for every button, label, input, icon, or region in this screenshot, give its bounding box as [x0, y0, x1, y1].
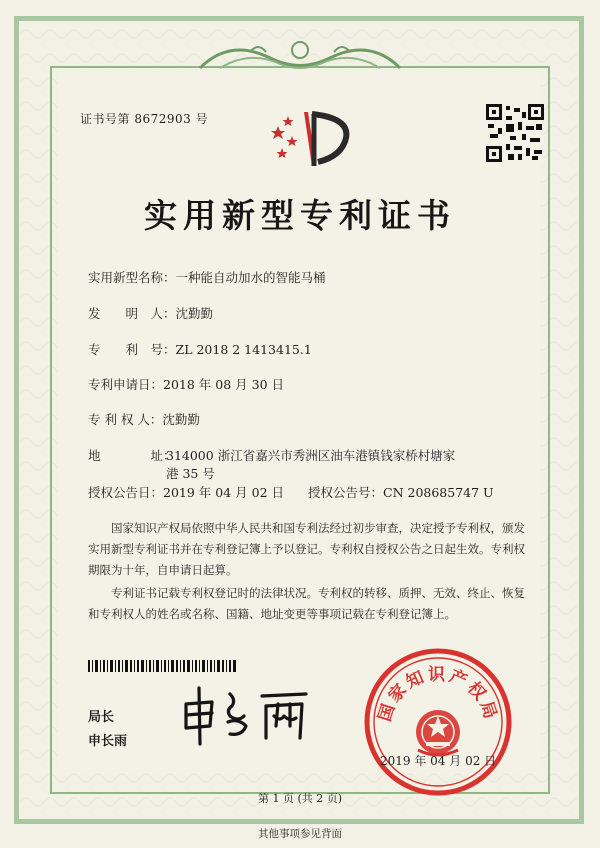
- top-ornament: [190, 28, 410, 78]
- qr-code-icon: [486, 104, 544, 162]
- field-value: CN 208685747 U: [383, 485, 494, 500]
- official-seal: [362, 646, 514, 798]
- field-patentee: [88, 411, 200, 429]
- seal-date: 2019 年 04 月 02 日: [380, 754, 497, 768]
- handwritten-signature: [178, 682, 318, 748]
- field-utility-model-name: [88, 269, 326, 287]
- field-label: 专 利 号：: [88, 342, 176, 357]
- certificate-number: [80, 110, 208, 127]
- field-value: 2018 年 08 月 30 日: [163, 377, 285, 392]
- legal-paragraph-grant: 国家知识产权局依照中华人民共和国专利法经过初步审查，决定授予专利权，颁发实用新型专利证书并在专利登记簿上予以登记。专利权自授权公告之日起生效。专利权期限为十年，自申请日起算。: [88, 521, 525, 577]
- field-value: 沈勤勤: [175, 306, 214, 321]
- field-label: 授权公告号：: [308, 485, 384, 500]
- field-announce-number: [308, 484, 494, 502]
- svg-text:国家知识产权局: 国家知识产权局: [375, 665, 501, 725]
- field-address-value: 314000 浙江省嘉兴市秀洲区油车港镇钱家桥村塘家港 35 号: [166, 448, 456, 481]
- field-value: ZL 2018 2 1413415.1: [175, 342, 312, 357]
- field-value: 2019 年 04 月 02 日: [163, 485, 285, 500]
- field-inventor: [88, 305, 213, 323]
- field-application-date: [88, 376, 284, 394]
- cert-no-label: 证书号第: [80, 112, 131, 126]
- field-label: 授权公告日：: [88, 485, 164, 500]
- cert-no-value: 8672903: [134, 112, 192, 126]
- footer-note: 其他事项参见背面: [258, 828, 342, 840]
- field-value: 沈勤勤: [162, 412, 200, 427]
- signature-title: 局长: [88, 710, 115, 725]
- barcode-icon: [88, 660, 238, 672]
- field-address-label: 地 址：: [88, 448, 176, 463]
- cert-no-suffix: 号: [195, 112, 209, 126]
- field-label: 实用新型名称：: [88, 270, 176, 285]
- field-label: 发 明 人：: [88, 306, 176, 321]
- field-value: 一种能自动加水的智能马桶: [175, 270, 326, 285]
- field-announce-date: [88, 484, 284, 502]
- cnipa-logo-icon: [268, 104, 358, 174]
- page-number: 第 1 页 (共 2 页): [257, 792, 343, 805]
- field-patent-number: [88, 341, 312, 359]
- field-label: 专 利 权 人：: [88, 412, 163, 427]
- page-title: 实用新型专利证书: [144, 196, 456, 235]
- signature-name: 申长雨: [88, 734, 128, 749]
- field-label: 专利申请日：: [88, 377, 164, 392]
- legal-paragraph-status: 专利证书记载专利权登记时的法律状况。专利权的转移、质押、无效、终止、恢复和专利权人的姓名或名称、国籍、地址变更等事项记载在专利登记簿上。: [88, 586, 525, 621]
